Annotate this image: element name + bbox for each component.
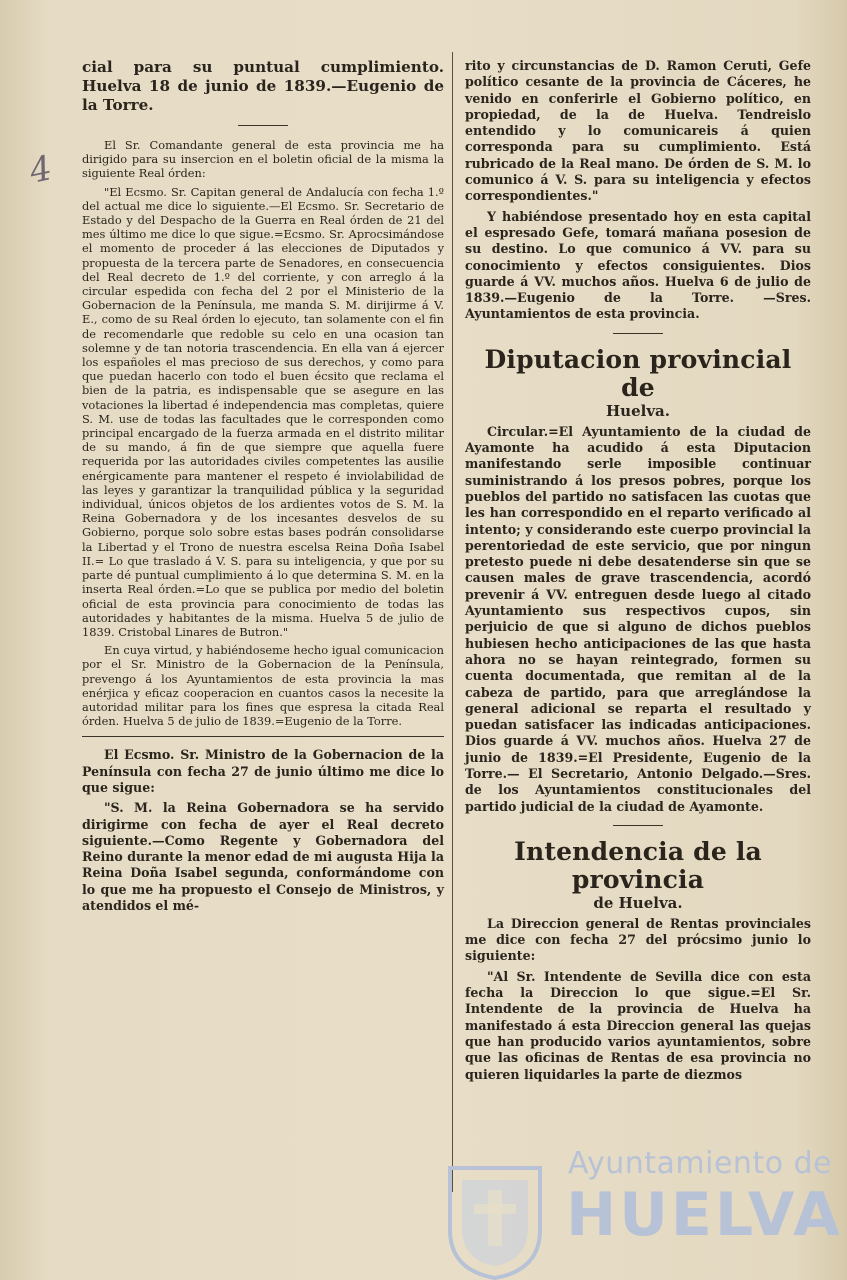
paragraph: "Al Sr. Intendente de Sevilla dice con esta fecha la Direccion lo que sigue.=El Sr. Intendente de la provincia de Huelva ha manifestado á esta Direccion general las quejas que han producido varios ayuntamientos, sobre que las oficinas de Rentas de esa provincia no quieren liquidarles la parte de diezmos <box>465 968 811 1082</box>
watermark-line1: Ayuntamiento de <box>568 1146 833 1181</box>
paragraph: El Sr. Comandante general de esta provincia me ha dirigido para su insercion en el boletin oficial de la misma la siguiente Real órden: <box>82 138 444 181</box>
paragraph: El Ecsmo. Sr. Ministro de la Gobernacion de la Península con fecha 27 de junio último me dice lo que sigue: <box>82 747 444 795</box>
section-rule <box>82 736 444 737</box>
section-heading: Intendencia de la provincia <box>514 836 762 894</box>
paragraph: rito y circunstancias de D. Ramon Ceruti, Gefe político cesante de la provincia de Cáceres, he venido en conferirle el Gobierno político, en propiedad, de la de Huelva. Tendreislo entendido y lo comunicareis á quien corresponda para su cumplimiento. Está rubricado de la Real mano. De órden de S. M. lo comunico á V. S. para su inteligencia y efectos correspondientes." <box>465 58 811 204</box>
right-column <box>465 58 811 1087</box>
paragraph: La Direccion general de Rentas provinciales me dice con fecha 27 del prócsimo junio lo siguiente: <box>465 915 811 964</box>
section-separator <box>238 125 288 126</box>
continuation-text: cial para su puntual cumplimiento. Huelva 18 de junio de 1839.—Eugenio de la Torre. <box>82 58 444 114</box>
paragraph: En cuya virtud, y habiéndoseme hecho igual comunicacion por el Sr. Ministro de la Gobernacion de la Península, prevengo á los Ayuntamientos de esta provincia la mas enérjica y eficaz cooperacion en cuantos casos la necesite la autoridad militar para los fines que espresa la citada Real órden. Huelva 5 de julio de 1839.=Eugenio de la Torre. <box>82 643 444 729</box>
paragraph: "El Ecsmo. Sr. Capitan general de Andalucía con fecha 1.º del actual me dice lo siguiente.—El Ecsmo. Sr. Secretario de Estado y del Despacho de la Guerra en Real órden de 21 del mes último me dice lo que sigue.=Ecsmo. Sr. Aprocsimándose el momento de proceder á las elecciones de Diputados y propuesta de la tercera parte de Senadores, en consecuencia del Real decreto de 1.º del corriente, y con arreglo á la circular espedida con fecha del 2 por el Ministerio de la Gobernacion de la Península, me manda S. M. dirijirme á V. E., como de su Real órden lo ejecuto, tan solamente con el fin de recomendarle que redoble su celo en una ocasion tan solemne y de tan notoria trascendencia. En ella van á ejercer los españoles el mas precioso de sus derechos, y como para que puedan hacerlo con todo el buen écsito que reclama el bien de la patria, es indispensable que se asegure en las votaciones la libertad é independencia mas completas, quiere S. M. use de todas las facultades que le corresponden como principal encargado de la fuerza armada en el distrito militar de su mando, á fin de que siempre que aquella fuere requerida por las autoridades civiles competentes las ausilie enérgicamente para mantener el respeto é inviolabilidad de las leyes y garantizar la tranquilidad pública y la seguridad individual, únicos objetos de los ardientes votos de S. M. la Reina Gobernadora y de los incesantes desvelos de su Gobierno, porque solo sobre estas bases podrán consolidarse la Libertad y el Trono de nuestra escelsa Reina Doña Isabel II.= Lo que traslado á V. S. para su inteligencia, y que por su parte dé puntual cumplimiento á lo que determina S. M. en la inserta Real órden.=Lo que se publica por medio del boletin oficial de esta provincia para conocimiento de todas las autoridades y habitantes de la misma. Huelva 5 de julio de 1839. Cristobal Linares de Butron." <box>82 184 444 639</box>
column-divider <box>452 52 453 1192</box>
section-subheading: Huelva. <box>606 401 670 420</box>
paragraph: Y habiéndose presentado hoy en esta capital el espresado Gefe, tomará mañana posesion de su destino. Lo que comunico á VV. para su conocimiento y efectos consiguientes. Dios guarde á VV. muchos años. Huelva 6 de julio de 1839.—Eugenio de la Torre. —Sres. Ayuntamientos de esta provincia. <box>465 208 811 322</box>
margin-annotation: 4 <box>26 148 56 192</box>
paragraph: Circular.=El Ayuntamiento de la ciudad de Ayamonte ha acudido á esta Diputacion manifestando serle imposible continuar suministrando á los presos pobres, porque los pueblos del partido no satisfacen las cuotas que les han correspondido en el reparto verificado al intento; y considerando este cuerpo provincial la perentoriedad de este servicio, que por ningun pretesto puede ni debe desatenderse sin que se causen males de grave trascendencia, acordó prevenir á VV. entreguen desde luego al citado Ayuntamiento sus respectivos cupos, sin perjuicio de que si alguno de dichos pueblos hubiesen hecho anticipaciones de las que hasta ahora no se hayan reintegrado, formen su cuenta documentada, que remitan al de la cabeza de partido, para que arreglándose la general adicional se reparta el resultado y puedan satisfacer las indicadas anticipaciones. Dios guarde á VV. muchos años. Huelva 27 de junio de 1839.=El Presidente, Eugenio de la Torre.— El Secretario, Antonio Delgado.—Sres. de los Ayuntamientos constitucionales del partido judicial de la ciudad de Ayamonte. <box>465 423 811 814</box>
section-heading: Diputacion provincial de <box>484 344 792 402</box>
section-separator <box>613 333 663 334</box>
section-separator <box>613 825 663 826</box>
watermark-line2: HUELVA <box>566 1180 843 1250</box>
paragraph: "S. M. la Reina Gobernadora se ha servido dirigirme con fecha de ayer el Real decreto siguiente.—Como Regente y Gobernadora del Reino durante la menor edad de mi augusta Hija la Reina Doña Isabel segunda, conformándome con lo que me ha propuesto el Consejo de Ministros, y atendidos el mé- <box>82 800 444 913</box>
archive-watermark <box>440 1140 847 1280</box>
left-column <box>82 58 444 918</box>
city-seal-icon <box>440 1160 550 1280</box>
section-subheading: de Huelva. <box>593 893 683 912</box>
